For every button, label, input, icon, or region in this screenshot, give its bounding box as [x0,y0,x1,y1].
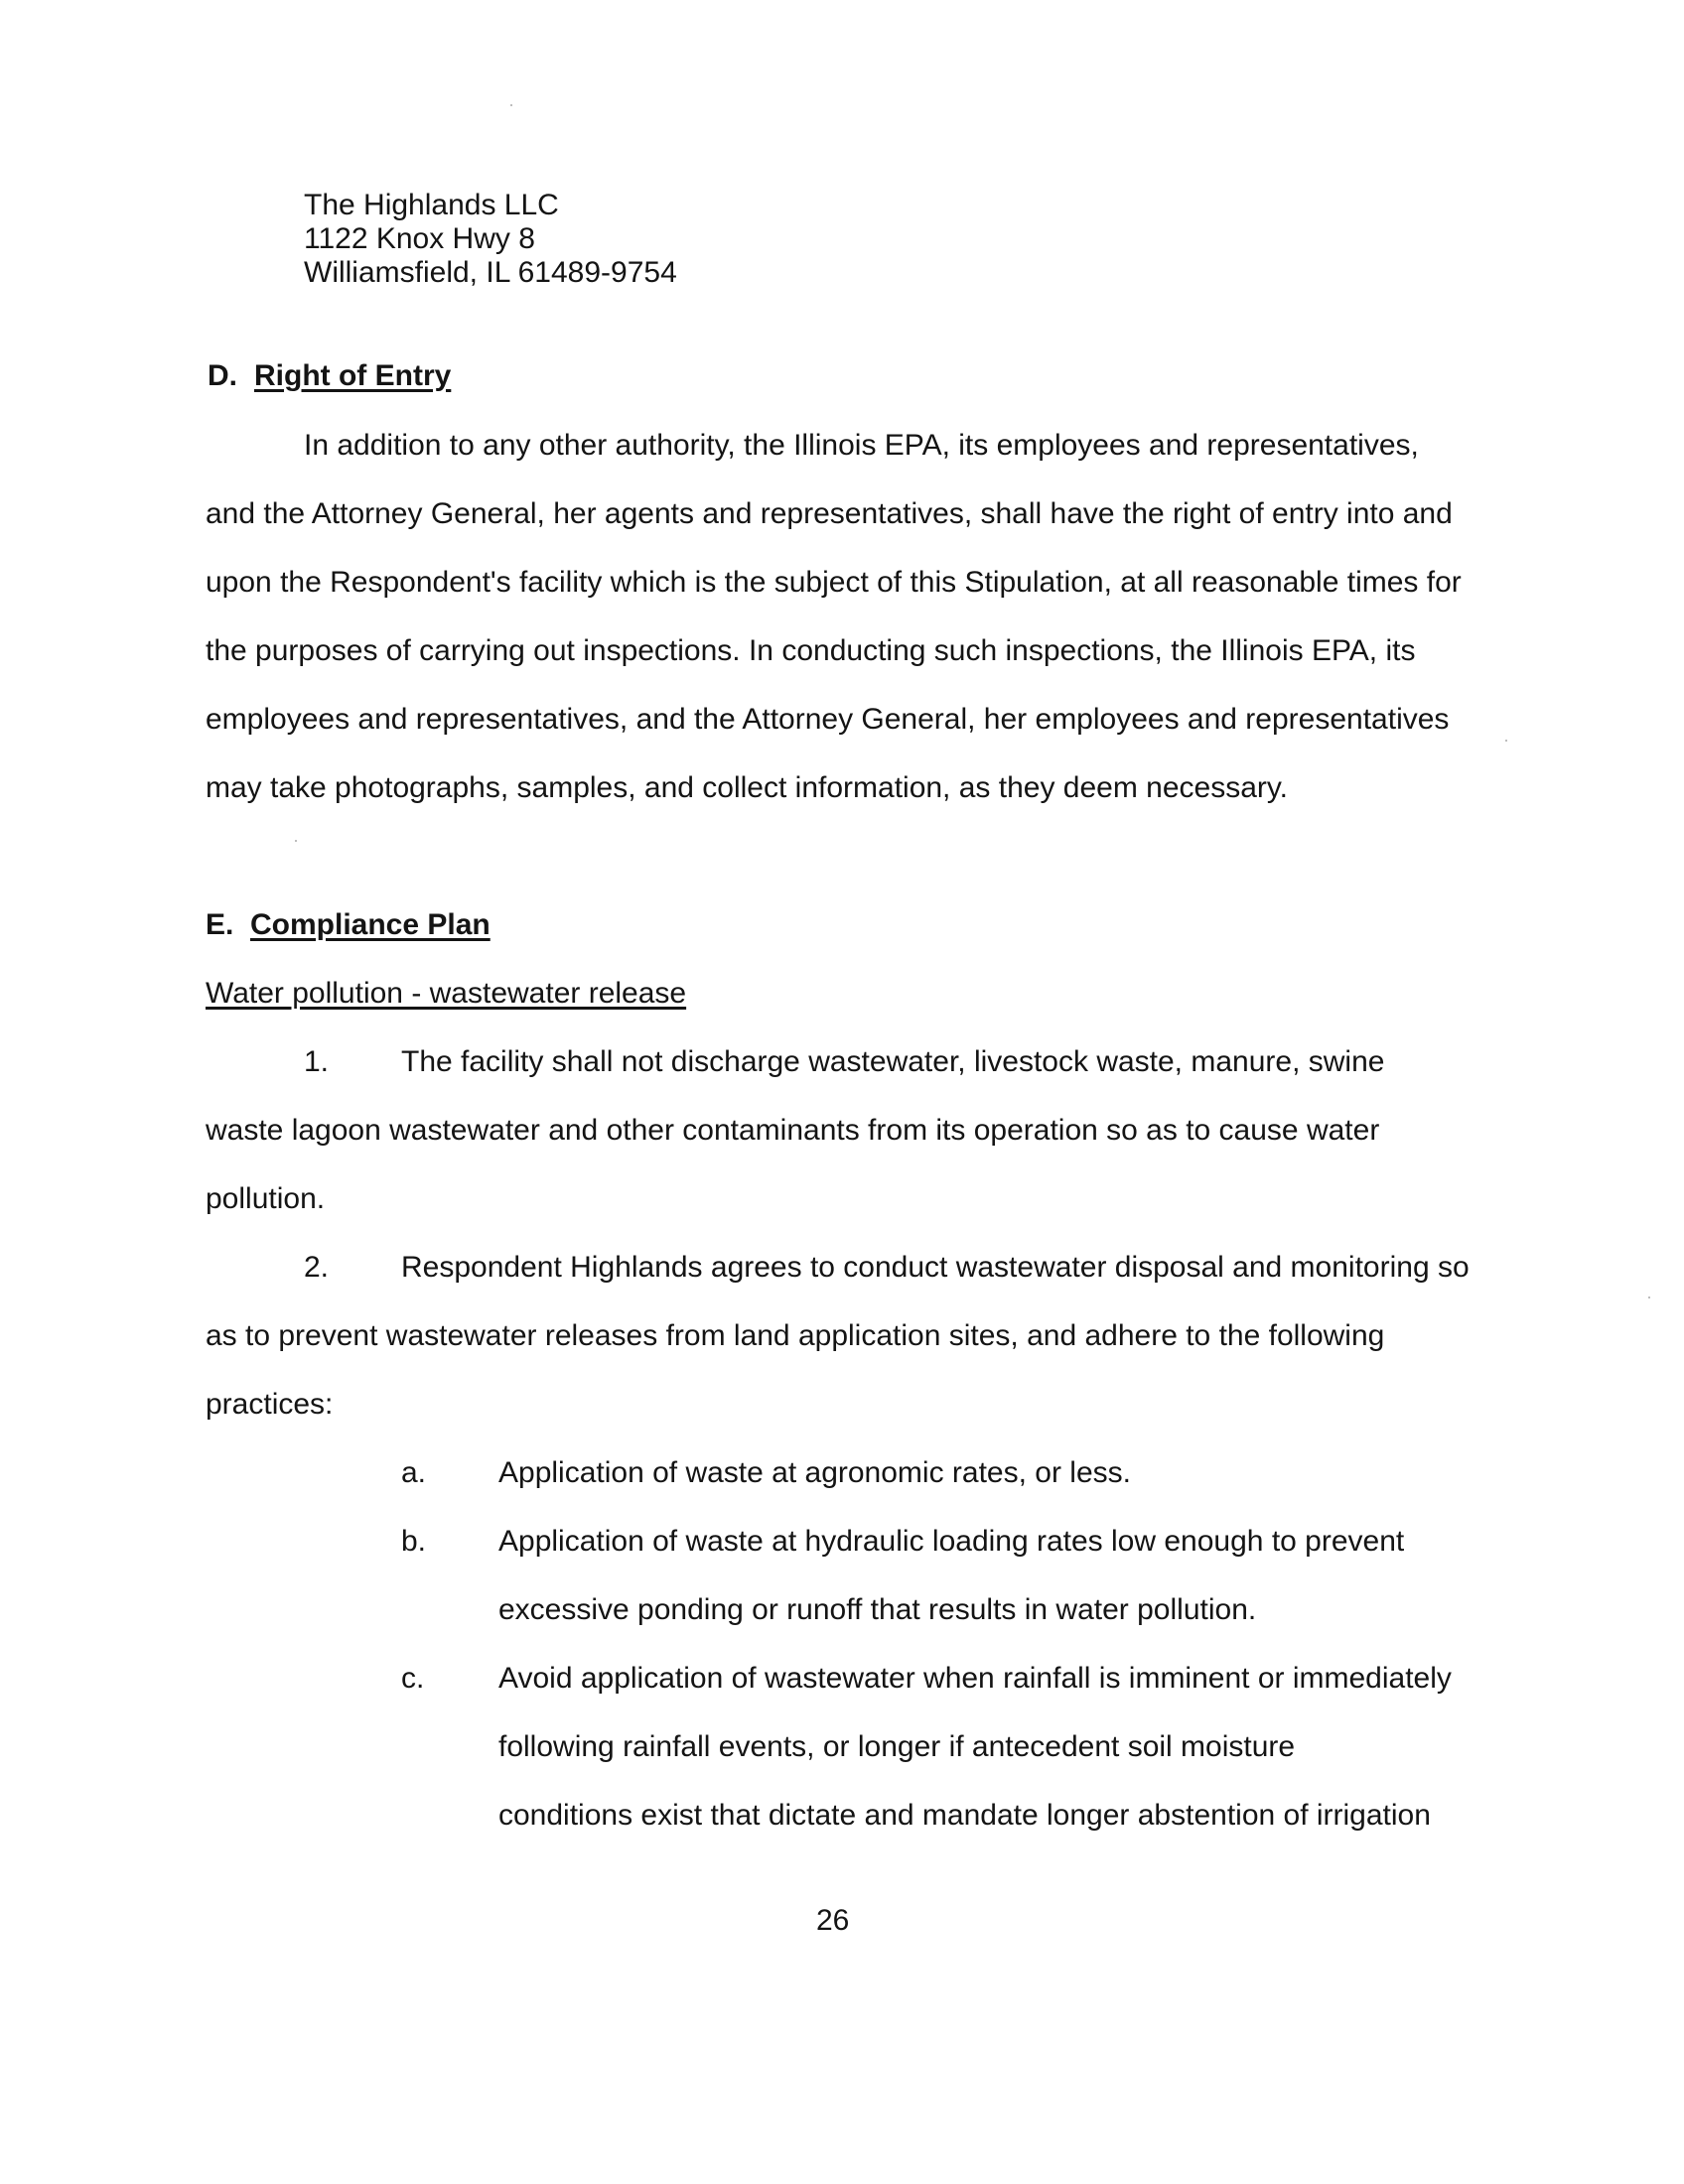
section-e-heading: Compliance Plan [250,908,491,941]
subitem-b-line: excessive ponding or runoff that results in water pollution. [498,1593,1257,1626]
subitem-a-line: Application of waste at agronomic rates, or less. [498,1456,1131,1489]
section-d-line: may take photographs, samples, and collect information, as they deem necessary. [206,771,1289,804]
item-2-number: 2. [304,1251,330,1284]
item-2-line: practices: [206,1388,334,1421]
subitem-c-line: Avoid application of wastewater when rainfall is imminent or immediately [498,1662,1452,1695]
item-1-line: waste lagoon wastewater and other contaminants from its operation so as to cause water [206,1114,1380,1147]
scan-speck [510,104,512,106]
section-d-line: upon the Respondent's facility which is the subject of this Stipulation, at all reasonable times for [206,566,1462,599]
subitem-b-letter: b. [401,1525,427,1558]
subitem-c-line: conditions exist that dictate and mandate longer abstention of irrigation [498,1799,1431,1832]
scan-speck [295,840,297,842]
item-1-line: pollution. [206,1182,326,1215]
subitem-a-letter: a. [401,1456,427,1489]
section-d-line: and the Attorney General, her agents and representatives, shall have the right of entry into and [206,497,1453,530]
section-e-letter: E. [206,908,234,941]
scan-speck [1648,1297,1650,1298]
section-d-line: In addition to any other authority, the Illinois EPA, its employees and representatives, [304,429,1419,462]
section-d-letter: D. [208,359,237,392]
address-line-3: Williamsfield, IL 61489-9754 [304,256,677,289]
address-line-1: The Highlands LLC [304,189,559,221]
subitem-c-letter: c. [401,1662,425,1695]
page-number: 26 [816,1904,850,1937]
scan-speck [1505,740,1507,742]
item-2-line: Respondent Highlands agrees to conduct wastewater disposal and monitoring so [401,1251,1470,1284]
subitem-b-line: Application of waste at hydraulic loading rates low enough to prevent [498,1525,1405,1558]
section-d-heading: Right of Entry [254,359,452,392]
section-d-line: the purposes of carrying out inspections. In conducting such inspections, the Illinois EPA, its [206,634,1416,667]
item-2-line: as to prevent wastewater releases from land application sites, and adhere to the following [206,1319,1385,1352]
section-d-line: employees and representatives, and the Attorney General, her employees and representatives [206,703,1450,736]
subitem-c-line: following rainfall events, or longer if antecedent soil moisture [498,1730,1296,1763]
item-1-line: The facility shall not discharge wastewater, livestock waste, manure, swine [401,1045,1385,1078]
address-line-2: 1122 Knox Hwy 8 [304,222,535,255]
item-1-number: 1. [304,1045,330,1078]
section-e-subheading: Water pollution - wastewater release [206,977,687,1010]
